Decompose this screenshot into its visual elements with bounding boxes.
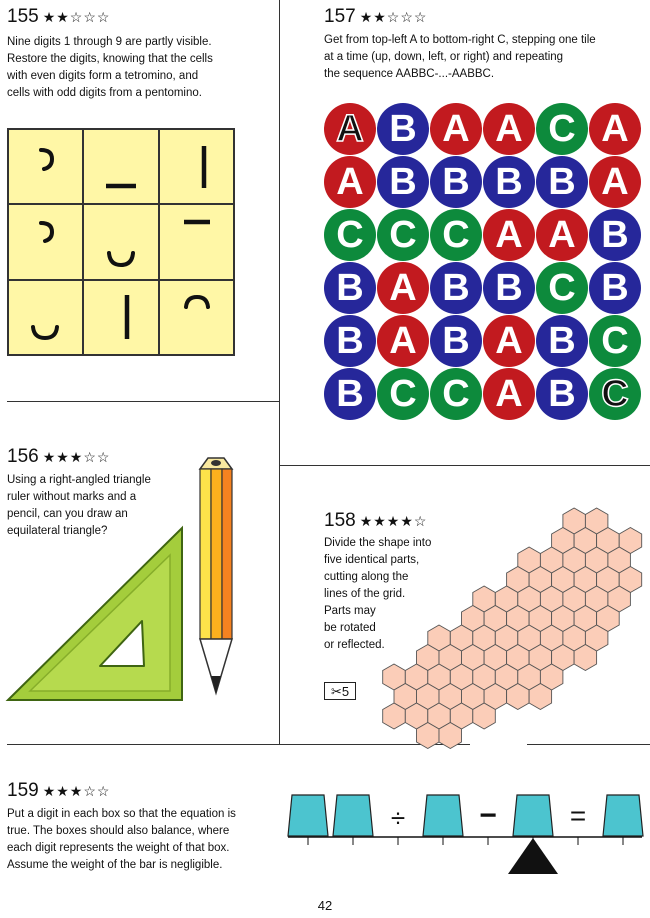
grid-cell[interactable] — [8, 129, 83, 204]
divider-157-158 — [279, 465, 650, 466]
puzzle-157-text — [324, 32, 596, 83]
letter-circle[interactable]: B — [536, 315, 588, 367]
letter-circle[interactable]: A — [483, 368, 535, 420]
digit-fragment-icon — [160, 130, 236, 206]
letter-circle[interactable]: A — [589, 103, 641, 155]
letter-circle[interactable]: B — [324, 368, 376, 420]
letter-circle[interactable]: A — [483, 209, 535, 261]
letter-circle[interactable]: C — [536, 103, 588, 155]
letter-circle-grid — [324, 103, 644, 421]
letter-circle[interactable]: A — [483, 103, 535, 155]
puzzle-155-title — [7, 6, 110, 28]
grid-cell[interactable] — [8, 280, 83, 355]
equals-operator: = — [569, 800, 587, 831]
letter-circle[interactable]: C — [377, 209, 429, 261]
pencil-icon — [196, 455, 240, 705]
divider-155-156 — [7, 401, 279, 402]
puzzle-number: 157 — [324, 6, 356, 27]
text-line: or reflected. — [324, 639, 385, 651]
text-line: at a time (up, down, left, or right) and repeating — [324, 51, 564, 63]
letter-circle[interactable]: C — [430, 368, 482, 420]
letter-circle[interactable]: B — [536, 156, 588, 208]
text-line: ruler without marks and a — [7, 491, 137, 503]
difficulty-stars: ★★★★☆ — [359, 513, 428, 529]
text-line: Restore the digits, knowing that the cells — [7, 53, 213, 65]
weight-box-3[interactable] — [423, 795, 463, 836]
text-line: be rotated — [324, 622, 376, 634]
text-line: Using a right-angled triangle — [7, 474, 151, 486]
vertical-divider — [279, 0, 280, 745]
text-line: cells with odd digits from a pentomino. — [7, 87, 202, 99]
letter-circle[interactable]: B — [536, 368, 588, 420]
letter-circle[interactable]: C — [324, 209, 376, 261]
letter-circle[interactable]: C — [589, 315, 641, 367]
digit-fragment-icon — [84, 281, 160, 357]
digit-fragment-icon — [9, 205, 85, 281]
letter-circle[interactable]: B — [589, 209, 641, 261]
text-line: Nine digits 1 through 9 are partly visible. — [7, 36, 212, 48]
puzzle-number: 158 — [324, 510, 356, 531]
letter-circle[interactable]: B — [483, 262, 535, 314]
puzzle-156-title — [7, 446, 110, 468]
letter-circle[interactable]: C — [536, 262, 588, 314]
digit-fragment-icon — [9, 130, 85, 206]
text-line: each digit represents the weight of that box. — [7, 842, 230, 854]
puzzle-number: 159 — [7, 780, 39, 801]
digit-grid — [7, 128, 235, 356]
scissor-cut-count-badge: ✂5 — [324, 682, 356, 700]
digit-fragment-icon — [160, 281, 236, 357]
puzzle-157-title — [324, 6, 427, 28]
text-line: Assume the weight of the bar is negligible. — [7, 859, 223, 871]
puzzle-155-text — [7, 34, 213, 102]
text-line: cutting along the — [324, 571, 409, 583]
letter-circle[interactable]: B — [483, 156, 535, 208]
grid-cell[interactable] — [83, 129, 158, 204]
grid-cell[interactable] — [83, 204, 158, 279]
letter-circle[interactable]: A — [536, 209, 588, 261]
digit-fragment-icon — [84, 130, 160, 206]
letter-circle[interactable]: C — [377, 368, 429, 420]
digit-fragment-icon — [9, 281, 85, 357]
grid-cell[interactable] — [159, 129, 234, 204]
text-line: equilateral triangle? — [7, 525, 108, 537]
weight-box-2[interactable] — [333, 795, 373, 836]
text-line: lines of the grid. — [324, 588, 406, 600]
difficulty-stars: ★★★☆☆ — [42, 449, 111, 465]
weight-box-4[interactable] — [513, 795, 553, 836]
text-line: the sequence AABBC-...-AABBC. — [324, 68, 495, 80]
text-line: true. The boxes should also balance, where — [7, 825, 230, 837]
letter-circle[interactable]: B — [324, 262, 376, 314]
letter-circle[interactable]: B — [324, 315, 376, 367]
letter-circle[interactable]: C — [430, 209, 482, 261]
triangle-ruler-icon — [0, 525, 190, 705]
letter-circle[interactable]: B — [589, 262, 641, 314]
fulcrum-icon — [508, 838, 558, 874]
grid-cell[interactable] — [83, 280, 158, 355]
balance-equation — [280, 785, 650, 880]
digit-fragment-icon — [84, 205, 160, 281]
difficulty-stars: ★★☆☆☆ — [359, 9, 428, 25]
text-line: with even digits form a tetromino, and — [7, 70, 199, 82]
weight-box-1[interactable] — [288, 795, 328, 836]
text-line: Get from top-left A to bottom-right C, stepping one tile — [324, 34, 596, 46]
minus-operator: − — [479, 799, 497, 832]
text-line: pencil, can you draw an — [7, 508, 128, 520]
grid-cell[interactable] — [8, 204, 83, 279]
letter-circle[interactable]: A — [589, 156, 641, 208]
letter-circle[interactable]: B — [377, 103, 429, 155]
difficulty-stars: ★★★☆☆ — [42, 783, 111, 799]
text-line: Parts may — [324, 605, 376, 617]
hexagon-shape-grid — [380, 505, 645, 750]
letter-circle[interactable]: A — [377, 262, 429, 314]
difficulty-stars: ★★☆☆☆ — [42, 9, 111, 25]
divide-operator: ÷ — [390, 803, 406, 833]
page-number: 42 — [317, 898, 333, 913]
digit-fragment-icon — [160, 205, 236, 281]
grid-cell[interactable] — [159, 204, 234, 279]
puzzle-number: 156 — [7, 446, 39, 467]
text-line: Put a digit in each box so that the equation is — [7, 808, 236, 820]
letter-circle[interactable]: B — [430, 315, 482, 367]
letter-circle[interactable]: A — [430, 103, 482, 155]
puzzle-159-title — [7, 780, 110, 802]
letter-circle[interactable]: A — [483, 315, 535, 367]
weight-box-5[interactable] — [603, 795, 643, 836]
letter-circle[interactable]: B — [430, 156, 482, 208]
letter-circle[interactable]: A — [377, 315, 429, 367]
letter-circle[interactable]: A — [324, 103, 376, 155]
letter-circle[interactable]: C — [589, 368, 641, 420]
puzzle-159-text — [7, 806, 236, 874]
text-line: Divide the shape into — [324, 537, 432, 549]
puzzle-number: 155 — [7, 6, 39, 27]
letter-circle[interactable]: B — [430, 262, 482, 314]
letter-circle[interactable]: A — [324, 156, 376, 208]
grid-cell[interactable] — [159, 280, 234, 355]
text-line: five identical parts, — [324, 554, 420, 566]
letter-circle[interactable]: B — [377, 156, 429, 208]
